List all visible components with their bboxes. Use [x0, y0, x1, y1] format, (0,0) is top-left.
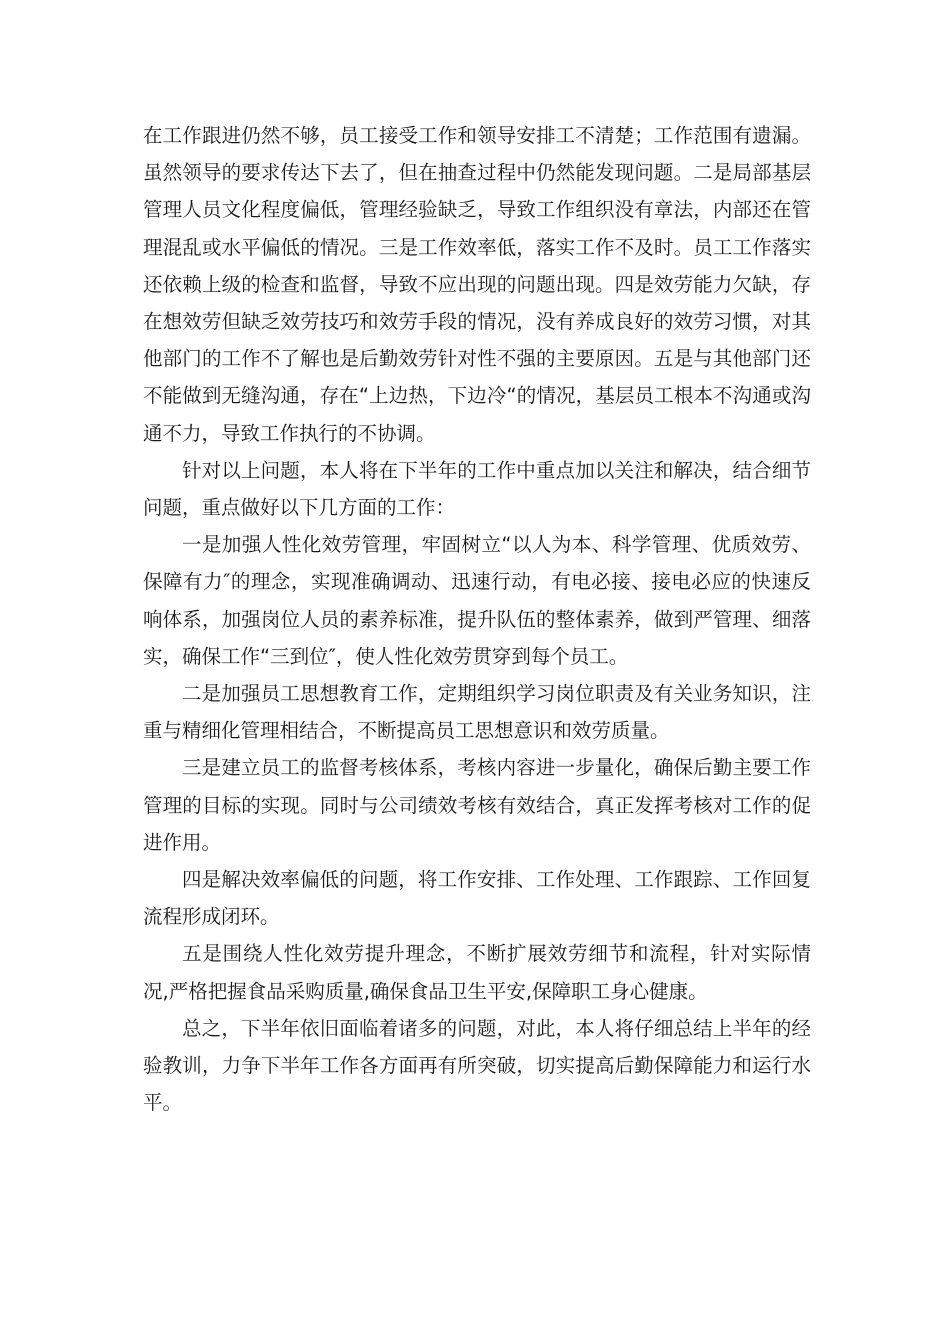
paragraph-measure-two: 二是加强员工思想教育工作，定期组织学习岗位职责及有关业务知识，注重与精细化管理相结合，不断提高员工思想意识和效劳质量。 [143, 682, 811, 743]
paragraph-plan-intro: 针对以上问题，本人将在下半年的工作中重点加以关注和解决，结合细节问题，重点做好以下几方面的工作： [143, 458, 811, 520]
paragraph-conclusion: 总之，下半年依旧面临着诸多的问题，对此，本人将仔细总结上半年的经验教训，力争下半年工作各方面再有所突破，切实提高后勤保障能力和运行水平。 [143, 1016, 811, 1115]
paragraph-measure-one: 一是加强人性化效劳管理，牢固树立“以人为本、科学管理、优质效劳、保障有力″的理念，实现准确调动、迅速行动，有电必接、接电必应的快速反响体系，加强岗位人员的素养标准，提升队伍的整体素养，做到严管理、细落实，确保工作“三到位″，使人性化效劳贯穿到每个员工。 [143, 533, 811, 668]
paragraph-measure-four: 四是解决效率偏低的问题，将工作安排、工作处理、工作跟踪、工作回复流程形成闭环。 [143, 868, 811, 929]
document-body [143, 117, 811, 1121]
paragraph-measure-three: 三是建立员工的监督考核体系，考核内容进一步量化，确保后勤主要工作管理的目标的实现。同时与公司绩效考核有效结合，真正发挥考核对工作的促进作用。 [143, 756, 811, 854]
paragraph-problems-continued: 在工作跟进仍然不够，员工接受工作和领导安排工不清楚；工作范围有遗漏。虽然领导的要求传达下去了，但在抽查过程中仍然能发现问题。二是局部基层管理人员文化程度偏低，管理经验缺乏，导致工作组织没有章法，内部还在管理混乱或水平偏低的情况。三是工作效率低，落实工作不及时。员工工作落实还依赖上级的检查和监督，导致不应出现的问题出现。四是效劳能力欠缺，存在想效劳但缺乏效劳技巧和效劳手段的情况，没有养成良好的效劳习惯，对其他部门的工作不了解也是后勤效劳针对性不强的主要原因。五是与其他部门还不能做到无缝沟通，存在“上边热，下边冷“的情况，基层员工根本不沟通或沟通不力，导致工作执行的不协调。 [143, 124, 811, 445]
paragraph-measure-five: 五是围绕人性化效劳提升理念，不断扩展效劳细节和流程，针对实际情况,严格把握食品采购质量,确保食品卫生平安,保障职工身心健康。 [143, 942, 811, 1003]
